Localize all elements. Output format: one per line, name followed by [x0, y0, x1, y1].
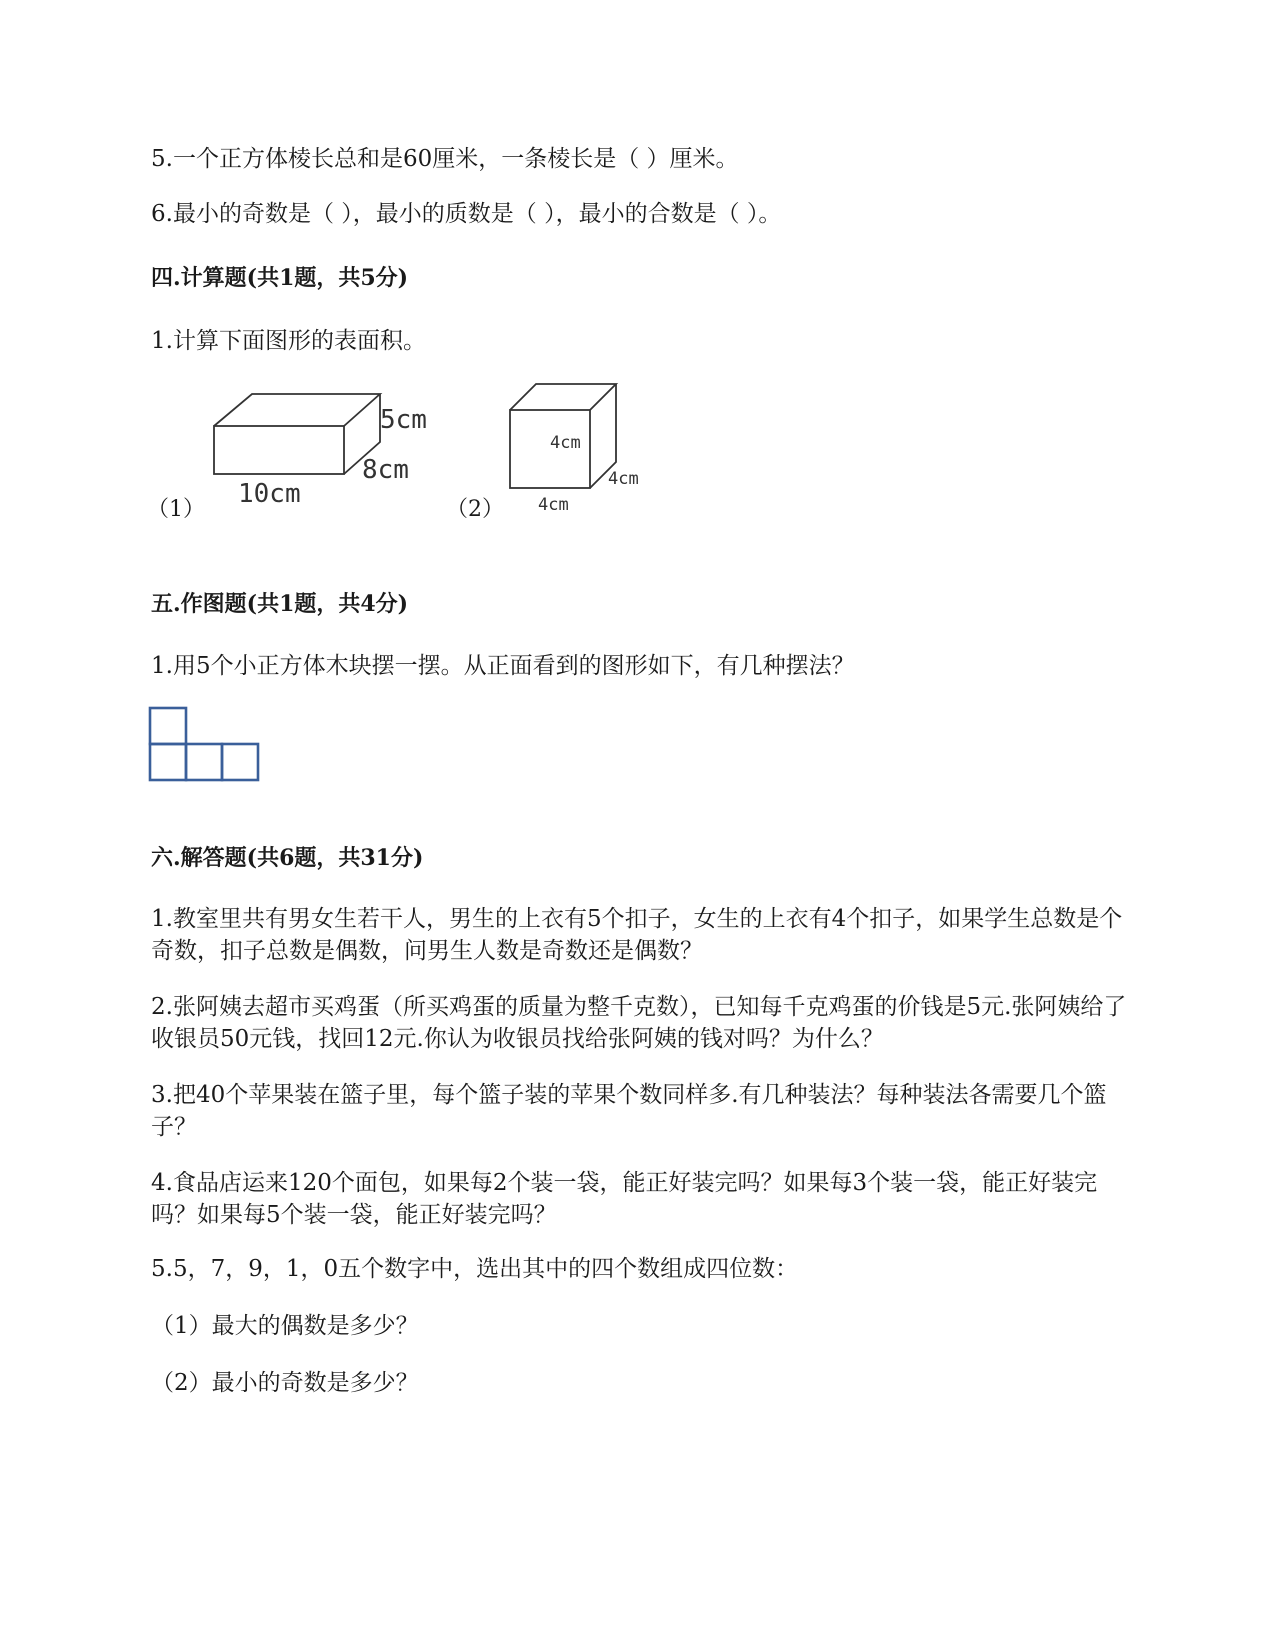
section-5-question-1: 1.用5个小正方体木块摆一摆。从正面看到的图形如下，有几种摆法？ — [151, 653, 855, 679]
figure-2-tag: （2） — [446, 497, 504, 522]
section-6-question-5: 5.5，7，9，1，0五个数字中，选出其中的四个数组成四位数： — [151, 1256, 799, 1282]
cuboid-width-label: 8cm — [362, 455, 409, 485]
cuboid-front-face — [214, 426, 344, 474]
section-6-question-2: 2.张阿姨去超市买鸡蛋（所买鸡蛋的质量为整千克数），已知每千克鸡蛋的价钱是5元.张阿姨给了收银员50元钱，找回12元.你认为收银员找给张阿姨的钱对吗？为什么？ — [151, 994, 1127, 1052]
section-4-heading: 四.计算题(共1题，共5分) — [151, 265, 409, 291]
grid-cell-top — [150, 708, 186, 744]
question-5-fill-in: 5.一个正方体棱长总和是60厘米，一条棱长是（ ）厘米。 — [151, 146, 739, 172]
section-6-question-5-part-1: （1）最大的偶数是多少？ — [151, 1313, 419, 1339]
cuboid-figure — [200, 390, 440, 524]
cube-bottom-edge-label: 4cm — [538, 495, 569, 515]
grid-cell-bottom-1 — [150, 744, 186, 780]
cube-front-edge-label: 4cm — [550, 433, 581, 453]
cuboid-height-label: 5cm — [380, 405, 427, 435]
section-6-question-4: 4.食品店运来120个面包，如果每2个装一袋，能正好装完吗？如果每3个装一袋，能正好装完吗？如果每5个装一袋，能正好装完吗？ — [151, 1170, 1098, 1228]
section-4-question-1: 1.计算下面图形的表面积。 — [151, 328, 426, 354]
grid-cell-bottom-2 — [186, 744, 222, 780]
cube-figure — [500, 380, 660, 524]
section-5-heading: 五.作图题(共1题，共4分) — [151, 591, 409, 617]
front-view-grid — [148, 706, 264, 790]
section-6-question-1: 1.教室里共有男女生若干人，男生的上衣有5个扣子，女生的上衣有4个扣子，如果学生总数是个奇数，扣子总数是偶数，问男生人数是奇数还是偶数？ — [151, 906, 1123, 964]
section-6-question-5-part-2: （2）最小的奇数是多少？ — [151, 1370, 419, 1396]
cuboid-length-label: 10cm — [238, 479, 301, 509]
figure-1-tag: （1） — [147, 497, 205, 522]
section-6-heading: 六.解答题(共6题，共31分) — [151, 845, 424, 871]
cube-side-edge-label: 4cm — [608, 469, 639, 489]
cuboid-top-face — [214, 394, 380, 426]
question-6-fill-in: 6.最小的奇数是（ ），最小的质数是（ ），最小的合数是（ ）。 — [151, 201, 782, 227]
section-6-question-3: 3.把40个苹果装在篮子里，每个篮子装的苹果个数同样多.有几种装法？每种装法各需要几个篮子？ — [151, 1082, 1107, 1140]
cube-top-face — [510, 384, 616, 410]
grid-cell-bottom-3 — [222, 744, 258, 780]
